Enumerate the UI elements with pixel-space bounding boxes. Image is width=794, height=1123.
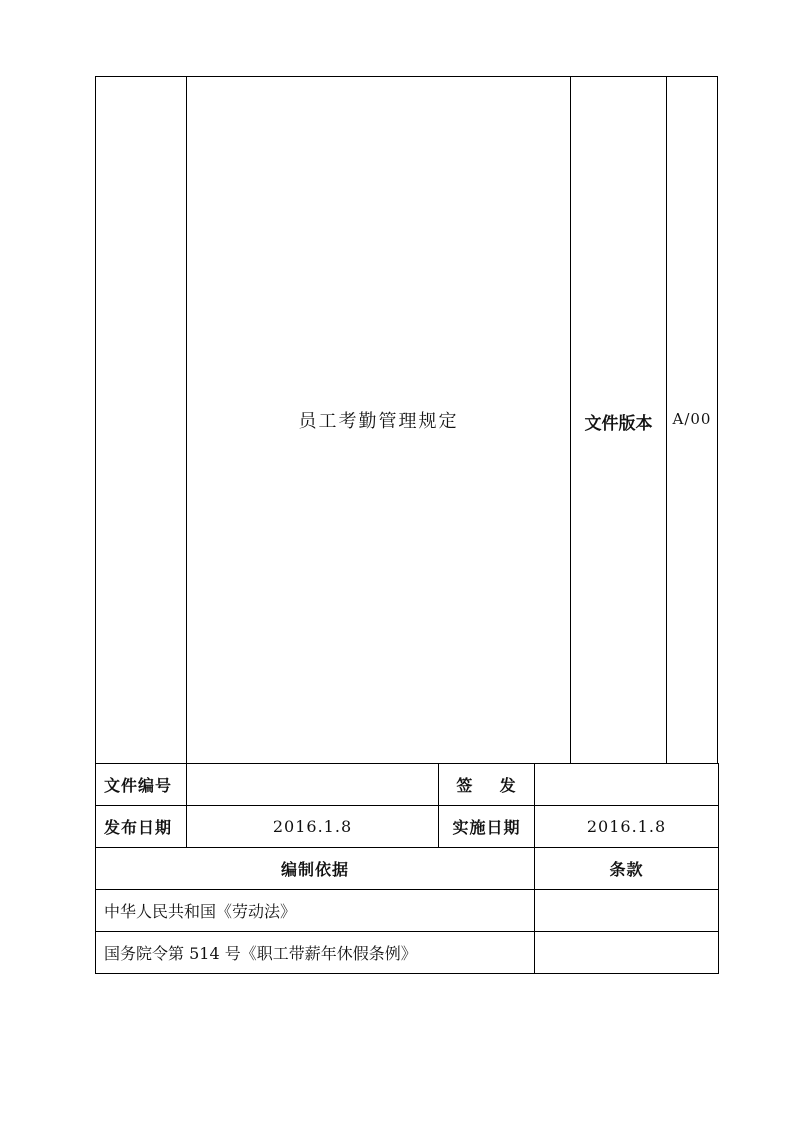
effective-date-value: 2016.1.8 <box>535 806 719 848</box>
document-header-block <box>95 76 718 764</box>
version-value: A/00 <box>672 410 712 428</box>
basis-item: 中华人民共和国《劳动法》 <box>96 890 535 932</box>
doc-number-label: 文件编号 <box>96 764 187 806</box>
basis-clause <box>535 932 719 974</box>
version-label: 文件版本 <box>584 414 653 434</box>
effective-date-label: 实施日期 <box>439 806 535 848</box>
publish-date-label: 发布日期 <box>96 806 187 848</box>
table-row <box>96 848 719 890</box>
document-info-table <box>95 763 719 974</box>
basis-header-label: 编制依据 <box>96 848 535 890</box>
basis-item: 国务院令第 514 号《职工带薪年休假条例》 <box>96 932 535 974</box>
sign-label: 签 发 <box>439 764 535 806</box>
table-row <box>96 890 719 932</box>
table-row <box>96 806 719 848</box>
table-row <box>96 764 719 806</box>
basis-clause <box>535 890 719 932</box>
table-row <box>96 932 719 974</box>
sign-value <box>535 764 719 806</box>
clause-header-label: 条款 <box>535 848 719 890</box>
doc-number-value <box>187 764 439 806</box>
publish-date-value: 2016.1.8 <box>187 806 439 848</box>
document-title: 员工考勤管理规定 <box>298 411 459 432</box>
